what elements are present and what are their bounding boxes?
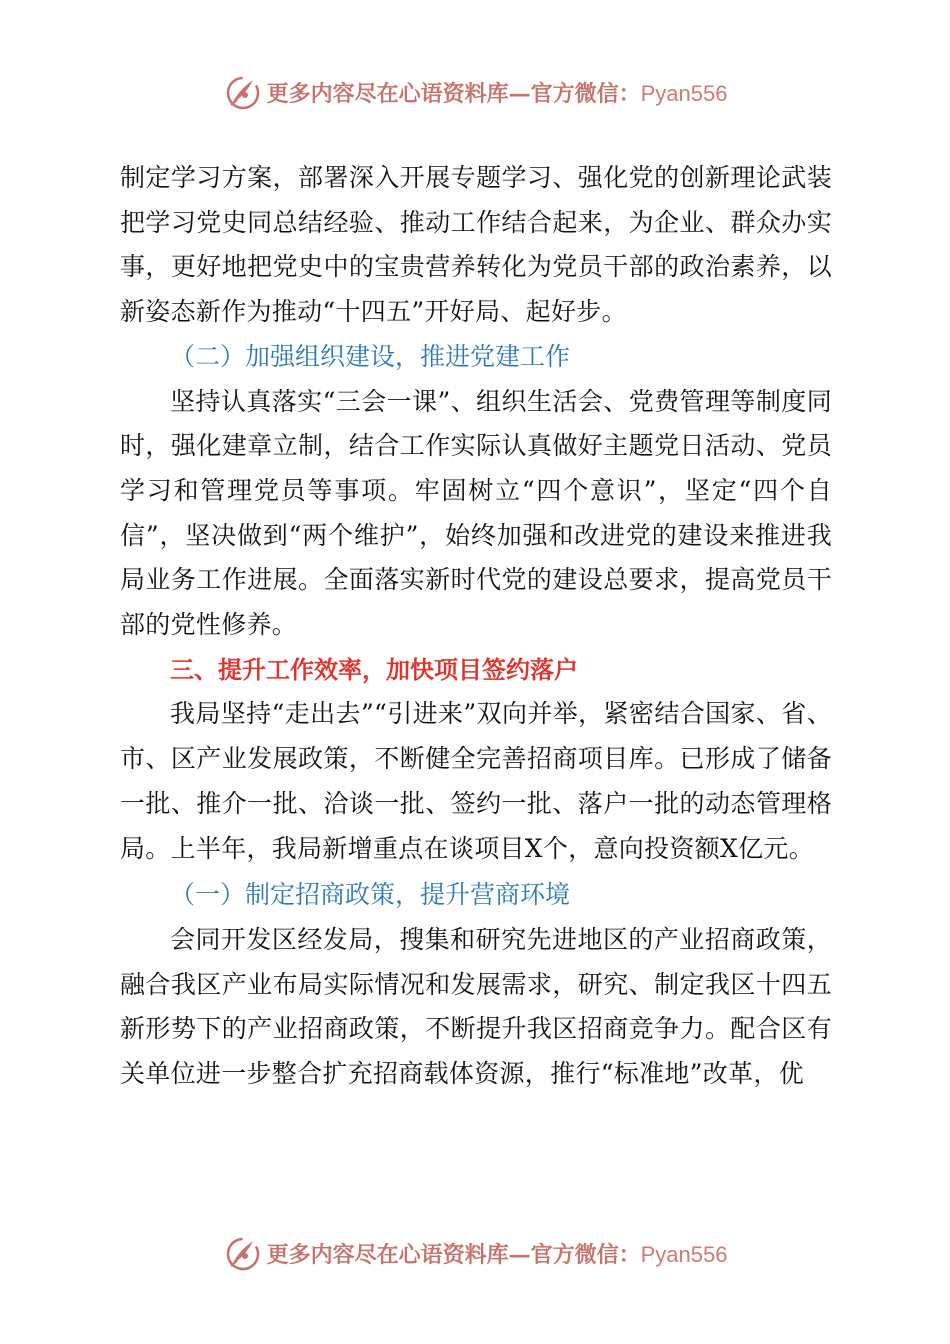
body-paragraph: 我局坚持“走出去”“引进来”双向并举，紧密结合国家、省、市、区产业发展政策，不断健全完善招商项目库。已形成了储备一批、推介一批、洽谈一批、签约一批、落户一批的动态管理格局。上半年，我局新增重点在谈项目X个，意向投资额X亿元。 — [120, 699, 832, 863]
banner-text: 更多内容尽在心语资料库—官方微信：Pyan556 — [266, 1241, 728, 1268]
subsection-heading: （二）加强组织建设，推进党建工作 — [170, 341, 571, 371]
brush-logo-icon — [223, 1233, 263, 1273]
header-banner — [0, 72, 950, 112]
banner-text: 更多内容尽在心语资料库—官方微信：Pyan556 — [266, 80, 728, 107]
body-paragraph: 会同开发区经发局，搜集和研究先进地区的产业招商政策，融合我区产业布局实际情况和发展需求，研究、制定我区十四五新形势下的产业招商政策，不断提升我区招商竞争力。配合区有关单位进一步整合扩充招商载体资源，推行“标准地”改革，优 — [120, 924, 832, 1089]
subsection-heading: （一）制定招商政策，提升营商环境 — [170, 880, 571, 910]
footer-banner — [0, 1233, 950, 1273]
section-heading: 三、提升工作效率，加快项目签约落户 — [170, 655, 578, 684]
document-body — [120, 156, 832, 1097]
body-paragraph: 制定学习方案，部署深入开展专题学习、强化党的创新理论武装把学习党史同总结经验、推动工作结合起来，为企业、群众办实事，更好地把党史中的宝贵营养转化为党员干部的政治素养，以新姿态新作为推动“十四五”开好局、起好步。 — [120, 163, 832, 327]
body-paragraph: 坚持认真落实“三会一课”、组织生活会、党费管理等制度同时，强化建章立制，结合工作实际认真做好主题党日活动、党员学习和管理党员等事项。牢固树立“四个意识”，坚定“四个自信”，坚决做到“两个维护”，始终加强和改进党的建设来推进我局业务工作进展。全面落实新时代党的建设总要求，提高党员干部的党性修养。 — [120, 386, 832, 640]
brush-logo-icon — [223, 72, 263, 112]
